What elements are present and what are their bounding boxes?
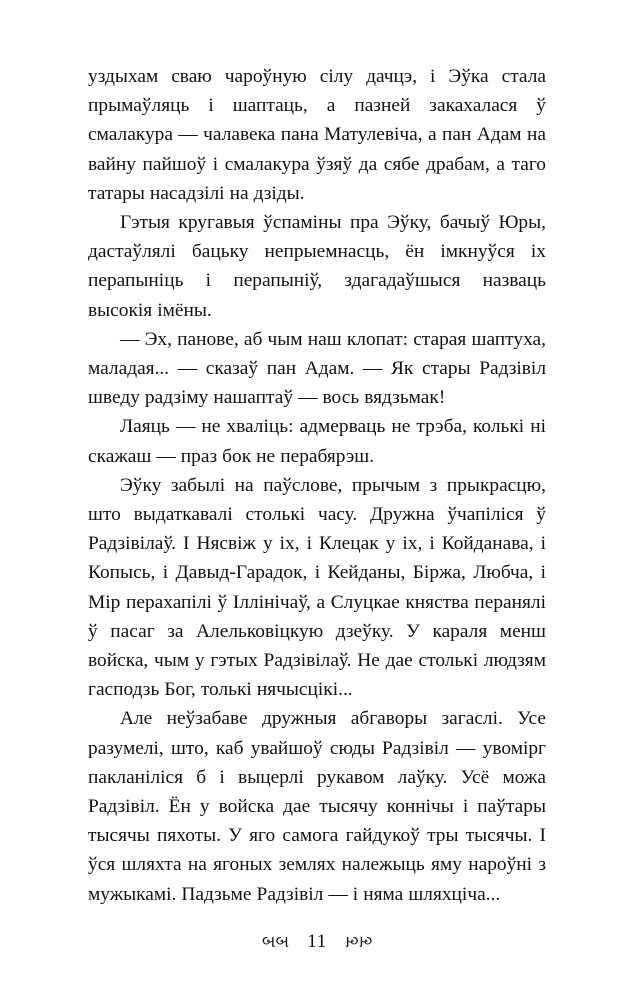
page-body (88, 62, 546, 909)
paragraph: Эўку забылі на паўслове, прычым з прыкрасцю, што выдаткавалі столькі часу. Дружна ўчапіліся ў Радзівілаў. І Нясвіж у іх, і Клецак у іх, і Койданава, і Копысь, і Давыд-Гарадок, і Кейданы, Біржа, Любча, і Мір перахапілі ў Іллінічаў, а Слуцкае княства перанялі ў пасаг за Алельковіцкую дзеўку. У караля менш войска, чым у гэтых Радзівілаў. Не дае столькі людзям гасподзь Бог, толькі нячысцікі... (88, 474, 546, 701)
paragraph: Гэтыя кругавыя ўспаміны пра Эўку, бачыў Юры, дастаўлялі бацьку непрыемнасць, ён імкнуўся іх перапыніць і перапыніў, здагадаўшыся назваць высокія імёны. (88, 212, 546, 321)
ornament-right-icon: બબ (344, 931, 373, 951)
paragraph: — Эх, панове, аб чым наш клопат: старая шаптуха, маладая... — сказаў пан Адам. — Як стары Радзівіл шведу радзіму нашаптаў — вось вядзьмак! (88, 328, 546, 409)
page-footer (0, 931, 634, 953)
ornament-left-icon: બબ (261, 931, 290, 951)
page-number: 11 (307, 931, 327, 952)
paragraph: уздыхам сваю чароўную сілу дачцэ, і Эўка стала прымаўляць і шаптаць, а пазней закахалася ў смалакура — чалавека пана Матулевіча, а пан Адам на вайну пайшоў і смалакура ўзяў да сябе драбам, а таго татары насадзілі на дзіды. (88, 66, 546, 204)
paragraph: Але неўзабаве дружныя абгаворы загаслі. Усе разумелі, што, каб увайшоў сюды Радзівіл — увомірг пакланіліся б і выцерлі рукавом лаўку. Усё можа Радзівіл. Ён у войска дае тысячу коннічы і паўтары тысячы пяхоты. У яго самога гайдукоў тры тысячы. І ўся шляхта на ягоных землях належыць яму нароўні з мужыкамі. Падзьме Радзівіл — і няма шляхціча... (88, 708, 546, 905)
paragraph: Лаяць — не хваліць: адмерваць не трэба, колькі ні скажаш — праз бок не перабярэш. (88, 416, 546, 467)
